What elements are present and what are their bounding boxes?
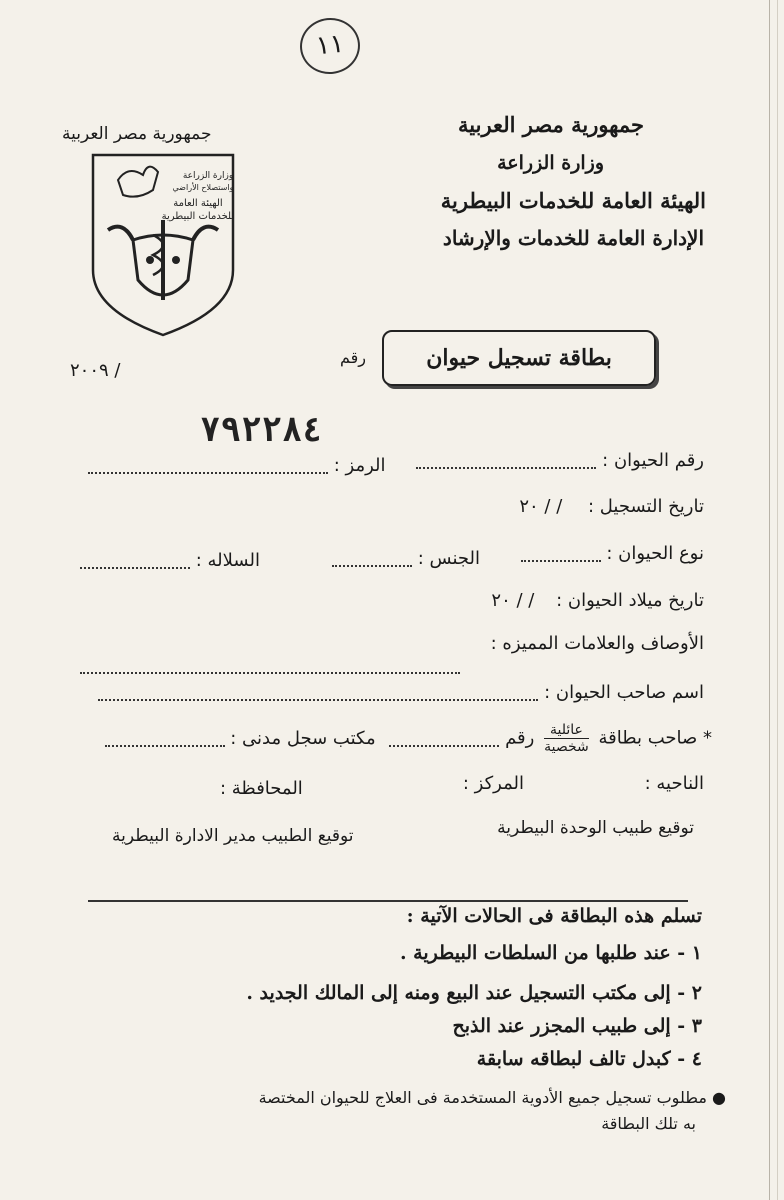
- field-code: [88, 455, 386, 476]
- condition-item-3: ٣ - إلى طبيب المجزر عند الذبح: [452, 1015, 702, 1037]
- field-district: [645, 773, 704, 794]
- animal-type-line[interactable]: [521, 546, 601, 562]
- field-animal-number: [416, 450, 704, 471]
- birth-date-label: تاريخ ميلاد الحيوان :: [556, 590, 704, 611]
- card-holder-label: * صاحب بطاقة: [598, 727, 712, 749]
- card-year: ٢٠٠٩ /: [70, 360, 121, 381]
- field-birth-date: [491, 590, 704, 611]
- owner-name-line[interactable]: [98, 685, 538, 701]
- condition-item-4: ٤ - كبدل تالف لبطاقه سابقة: [476, 1048, 702, 1070]
- page-fold-line: [769, 0, 770, 1200]
- descriptions-line[interactable]: [80, 655, 460, 674]
- condition-item-2: ٢ - إلى مكتب التسجيل عند البيع ومنه إلى المالك الجديد .: [246, 982, 702, 1004]
- field-sex: [332, 548, 480, 569]
- card-type-fraction: [544, 722, 589, 755]
- card-type-personal: شخصية: [544, 739, 589, 755]
- page-number: ١١: [297, 15, 363, 77]
- animal-number-label: رقم الحيوان :: [602, 450, 704, 471]
- code-line[interactable]: [88, 458, 328, 474]
- card-type-family: عائلية: [544, 722, 589, 739]
- field-owner-name: [98, 682, 704, 703]
- descriptions-label: الأوصاف والعلامات المميزه :: [490, 633, 704, 654]
- breed-line[interactable]: [80, 553, 190, 569]
- district-label: الناحيه :: [644, 773, 704, 794]
- logo-text-1: وزارة الزراعة: [182, 171, 234, 181]
- field-card-holder: [105, 722, 712, 755]
- left-header-republic: جمهورية مصر العربية: [62, 124, 212, 144]
- birth-date-value[interactable]: / / ٢٠: [491, 590, 535, 611]
- field-breed: [80, 550, 260, 571]
- animal-type-label: نوع الحيوان :: [606, 543, 704, 564]
- registration-date-value[interactable]: / / ٢٠: [519, 496, 563, 517]
- logo-text-2: واستصلاح الأراضي: [172, 183, 234, 192]
- card-number-field-label: رقم: [505, 727, 535, 749]
- registration-date-label: تاريخ التسجيل :: [588, 496, 704, 517]
- owner-name-label: اسم صاحب الحيوان :: [544, 682, 704, 703]
- veterinary-emblem-logo: [88, 150, 238, 340]
- signature-director-vet: توقيع الطبيب مدير الادارة البيطرية: [112, 826, 354, 846]
- page-fold-line-2: [777, 0, 778, 1200]
- field-descriptions: [491, 633, 704, 654]
- header-administration: الإدارة العامة للخدمات والإرشاد: [442, 226, 704, 250]
- condition-item-1: ١ - عند طلبها من السلطات البيطرية .: [399, 942, 702, 964]
- medication-note-line2: به تلك البطاقة: [601, 1114, 696, 1133]
- medication-note-line1: مطلوب تسجيل جميع الأدوية المستخدمة فى العلاج للحيوان المختصة: [258, 1088, 707, 1107]
- sex-line[interactable]: [332, 551, 412, 567]
- civil-registry-line[interactable]: [105, 731, 225, 747]
- field-registration-date: [519, 496, 704, 517]
- field-governorate: [220, 778, 303, 799]
- governorate-label: المحافظة :: [220, 778, 303, 799]
- civil-registry-label: مكتب سجل مدنى :: [230, 727, 376, 749]
- conditions-heading: تسلم هذه البطاقة فى الحالات الآتية :: [406, 905, 702, 927]
- field-animal-type: [521, 543, 704, 564]
- card-number-line[interactable]: [389, 731, 499, 747]
- header-republic: جمهورية مصر العربية: [458, 112, 644, 137]
- animal-number-line[interactable]: [416, 453, 596, 469]
- logo-text-4: للخدمات البيطرية: [161, 211, 235, 222]
- breed-label: السلاله :: [195, 550, 260, 571]
- card-number-label: رقم: [340, 348, 367, 367]
- header-authority: الهيئة العامة للخدمات البيطرية: [440, 188, 706, 213]
- card-title-box: بطاقة تسجيل حيوان: [382, 330, 656, 386]
- field-center: [463, 773, 524, 794]
- section-divider: [88, 900, 688, 902]
- code-label: الرمز :: [333, 455, 386, 476]
- medication-note: [259, 1088, 726, 1107]
- bullet-icon: ●: [712, 1088, 726, 1107]
- center-label: المركز :: [462, 773, 524, 794]
- logo-text-3: الهيئة العامة: [173, 198, 223, 209]
- signature-unit-vet: توقيع طبيب الوحدة البيطرية: [497, 818, 694, 838]
- sex-label: الجنس :: [417, 548, 480, 569]
- serial-number-stamp: ٧٩٢٢٨٤: [200, 410, 323, 450]
- header-ministry: وزارة الزراعة: [497, 152, 604, 174]
